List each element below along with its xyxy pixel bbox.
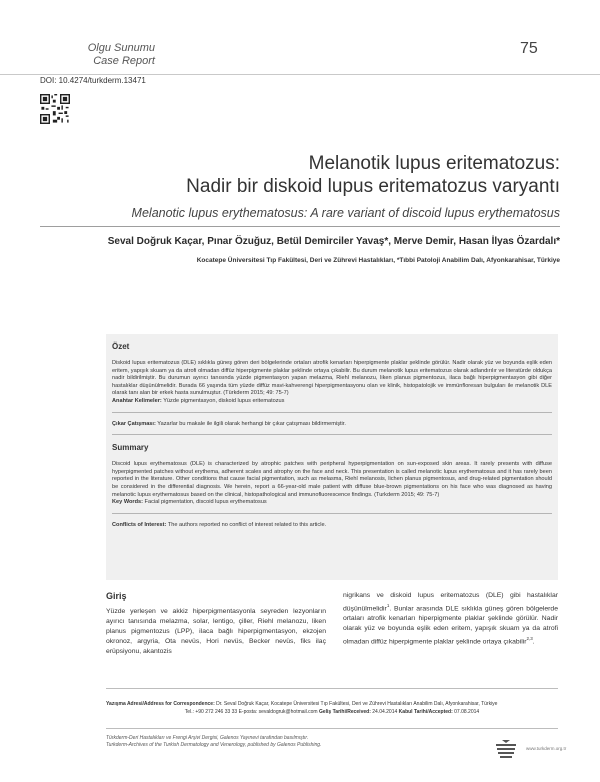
publisher-note-tr: Türkderm-Deri Hastalıkları ve Frengi Arşivi Dergisi, Galenos Yayınevi tarafından basılmıştır. xyxy=(106,735,309,741)
received-label: Geliş Tarihi/Received: xyxy=(318,709,371,715)
abstract-divider xyxy=(112,412,552,413)
abstract-divider xyxy=(112,513,552,514)
doi-link[interactable]: DOI: 10.4274/turkderm.13471 xyxy=(40,76,146,85)
ozet-conflict-text: Yazarlar bu makale ile ilgili olarak herhangi bir çıkar çatışması bildirmemiştir. xyxy=(155,420,346,427)
ozet-conflict xyxy=(112,421,552,429)
summary-keywords xyxy=(112,499,552,507)
correspondence-label: Yazışma Adresi/Address for Correspondence: xyxy=(106,701,215,707)
header-divider xyxy=(0,74,600,75)
category-tr: Olgu Sunumu xyxy=(87,42,155,54)
accepted-date: 07.08.2014 xyxy=(452,709,480,715)
qr-code-icon xyxy=(40,94,70,124)
footer-divider xyxy=(106,728,558,729)
article-title xyxy=(40,152,560,198)
title-line-1: Melanotik lupus eritematozus: xyxy=(308,153,560,174)
accepted-label: Kabul Tarihi/Accepted: xyxy=(398,709,453,715)
summary-keywords-label: Key Words: xyxy=(112,499,143,506)
citation-2-3: 2,3 xyxy=(526,636,533,642)
giris-right-column xyxy=(343,591,558,648)
page-number: 75 xyxy=(520,40,538,57)
ozet-keywords-label: Anahtar Kelimeler: xyxy=(112,397,162,404)
correspondence-block xyxy=(106,700,558,716)
ozet-heading: Özet xyxy=(112,342,130,351)
giris-left-column xyxy=(106,591,326,657)
abstract-divider xyxy=(112,434,552,435)
giris-right-text-b: . Bunlar arasında DLE sıklıkla güneş gören bölgelerde ortaları atrofik kenarları hiperpigmente plaklar şeklinde görülür. Nadir olarak yüz ve boyunda eşlik eden eritem, yapışık skuam ya da atrofi olmadan diffüz hiperpigmente plaklar şeklinde ortaya çıkabilir xyxy=(343,605,558,646)
publisher-note-en: Turkderm-Archives of the Turkish Dermatology and Venerology, published by Galenos Publishing. xyxy=(106,742,322,748)
summary-conflict-text: The authors reported no conflict of interest related to this article. xyxy=(166,521,327,528)
article-category xyxy=(0,42,155,68)
summary-body: Discoid lupus erythematosus (DLE) is characterized by atrophic patches with peripheral hyperpigmentation on sun-exposed skin areas. It rarely presents with diffuse hyperpigmented patches without erythema, adherent scales and atrophy on the face and neck. This presentation is called melanotic lupus erythematosus and it has rarely been reported in the literature. Other conditions that cause facial pigmentation, such as melasma, Riehl melanosis, lichen planus pigmentosus, and drug-related pigmentation should be considered in the differential diagnosis. We herein, report a 66-year-old male patient with diffuse blue-brown pigmentations on his face who was diagnosed as having melanotic lupus erythematosus based on the clinical, histopathological and immunofluorescence findings. (Turkderm 2015; 49: 75-7) xyxy=(112,461,552,498)
category-en: Case Report xyxy=(93,55,155,67)
author-list: Seval Doğruk Kaçar, Pınar Özuğuz, Betül Demirciler Yavaş*, Merve Demir, Hasan İlyas Özardalı* xyxy=(107,236,560,247)
citation-1: 1 xyxy=(386,603,390,608)
summary-heading: Summary xyxy=(112,443,149,453)
correspondence-contact: Tel.: +90 272 246 33 33 E-posta: sevaldogruk@hotmail.com xyxy=(184,709,318,715)
title-line-2: Nadir bir diskoid lupus eritematozus varyantı xyxy=(186,176,560,197)
journal-logo-icon xyxy=(494,738,518,760)
title-divider xyxy=(40,226,560,227)
giris-heading: Giriş xyxy=(106,591,127,601)
summary-conflict xyxy=(112,522,552,530)
abstract-box xyxy=(106,334,558,580)
ozet-keywords xyxy=(112,398,552,406)
giris-right-text-a: nigrikans ve diskoid lupus eritematozus (DLE) gibi hastalıklar düşünülmelidir xyxy=(343,592,558,613)
correspondence-address: Dr. Seval Doğruk Kaçar, Kocatepe Üniversitesi Tıp Fakültesi, Deri ve Zührevi Hastalıkları Anabilim Dalı, Afyonkarahisar, Türkiye xyxy=(214,701,498,707)
giris-left-text: Yüzde yerleşen ve akkiz hiperpigmentasyonla seyreden lezyonların ayırıcı tanısında melazma, solar, lentigo, çiller, Riehl melanozu, liken planus pigmentozus (LPP), ilaca bağlı hiperpigmentasyon, ekzojen okronoz, argyria, Ota nevüs, Hori nevüs, Becker nevüs, fiks ilaç erüpsiyonu, akantozis xyxy=(106,608,326,655)
ozet-conflict-label: Çıkar Çatışması: xyxy=(112,420,156,427)
giris-right-text-c: . xyxy=(532,638,535,646)
publisher-note xyxy=(106,735,321,749)
ozet-keywords-text: Yüzde pigmentasyon, diskoid lupus eritematozus xyxy=(161,397,285,404)
correspondence-divider xyxy=(106,688,558,689)
journal-website-link[interactable]: www.turkderm.org.tr xyxy=(526,746,567,751)
ozet-body: Diskoid lupus eritematozus (DLE) sıklıkla güneş gören deri bölgelerinde ortaları atrofik kenarları hiperpigmente plaklar şeklinde görülür. Nadir olarak yüz ve boyunda eşlik eden eritem, yapışık skuam ya da atrofi olmadan diffüz hiperpigmente plaklar şeklinde ortaya çıkabilir. Bu durum melanotik lupus eritematozus olarak adlandırılır ve literatürde oldukça nadir bildirilmiştir. Bu durumun ayırıcı tanısında yüzde pigmentasyon yapan melazma, Riehl melanozu, liken planus pigmentozus, ilaca bağlı hiperpigmentasyon gibi diğer hastalıklar düşünülmelidir. Burada 66 yaşında tüm yüzde diffüz mavi-kahverengi hiperpigmentasyonu olan ve klinik, histopatolojik ve immünfloresan bulguları ile melanotik DLE olarak tanı alan bir erkek hasta sunulmuştur. (Türkderm 2015; 49: 75-7) xyxy=(112,360,552,397)
summary-conflict-label: Conflicts of Interest: xyxy=(112,521,167,528)
summary-keywords-text: Facial pigmentation, discoid lupus erythematosus xyxy=(142,499,267,506)
english-title: Melanotic lupus erythematosus: A rare variant of discoid lupus erythematosus xyxy=(131,206,560,220)
affiliation: Kocatepe Üniversitesi Tıp Fakültesi, Deri ve Zührevi Hastalıkları, *Tıbbi Patoloji Anabilim Dalı, Afyonkarahisar, Türkiye xyxy=(196,257,560,264)
received-date: 24.04.2014 xyxy=(370,709,398,715)
